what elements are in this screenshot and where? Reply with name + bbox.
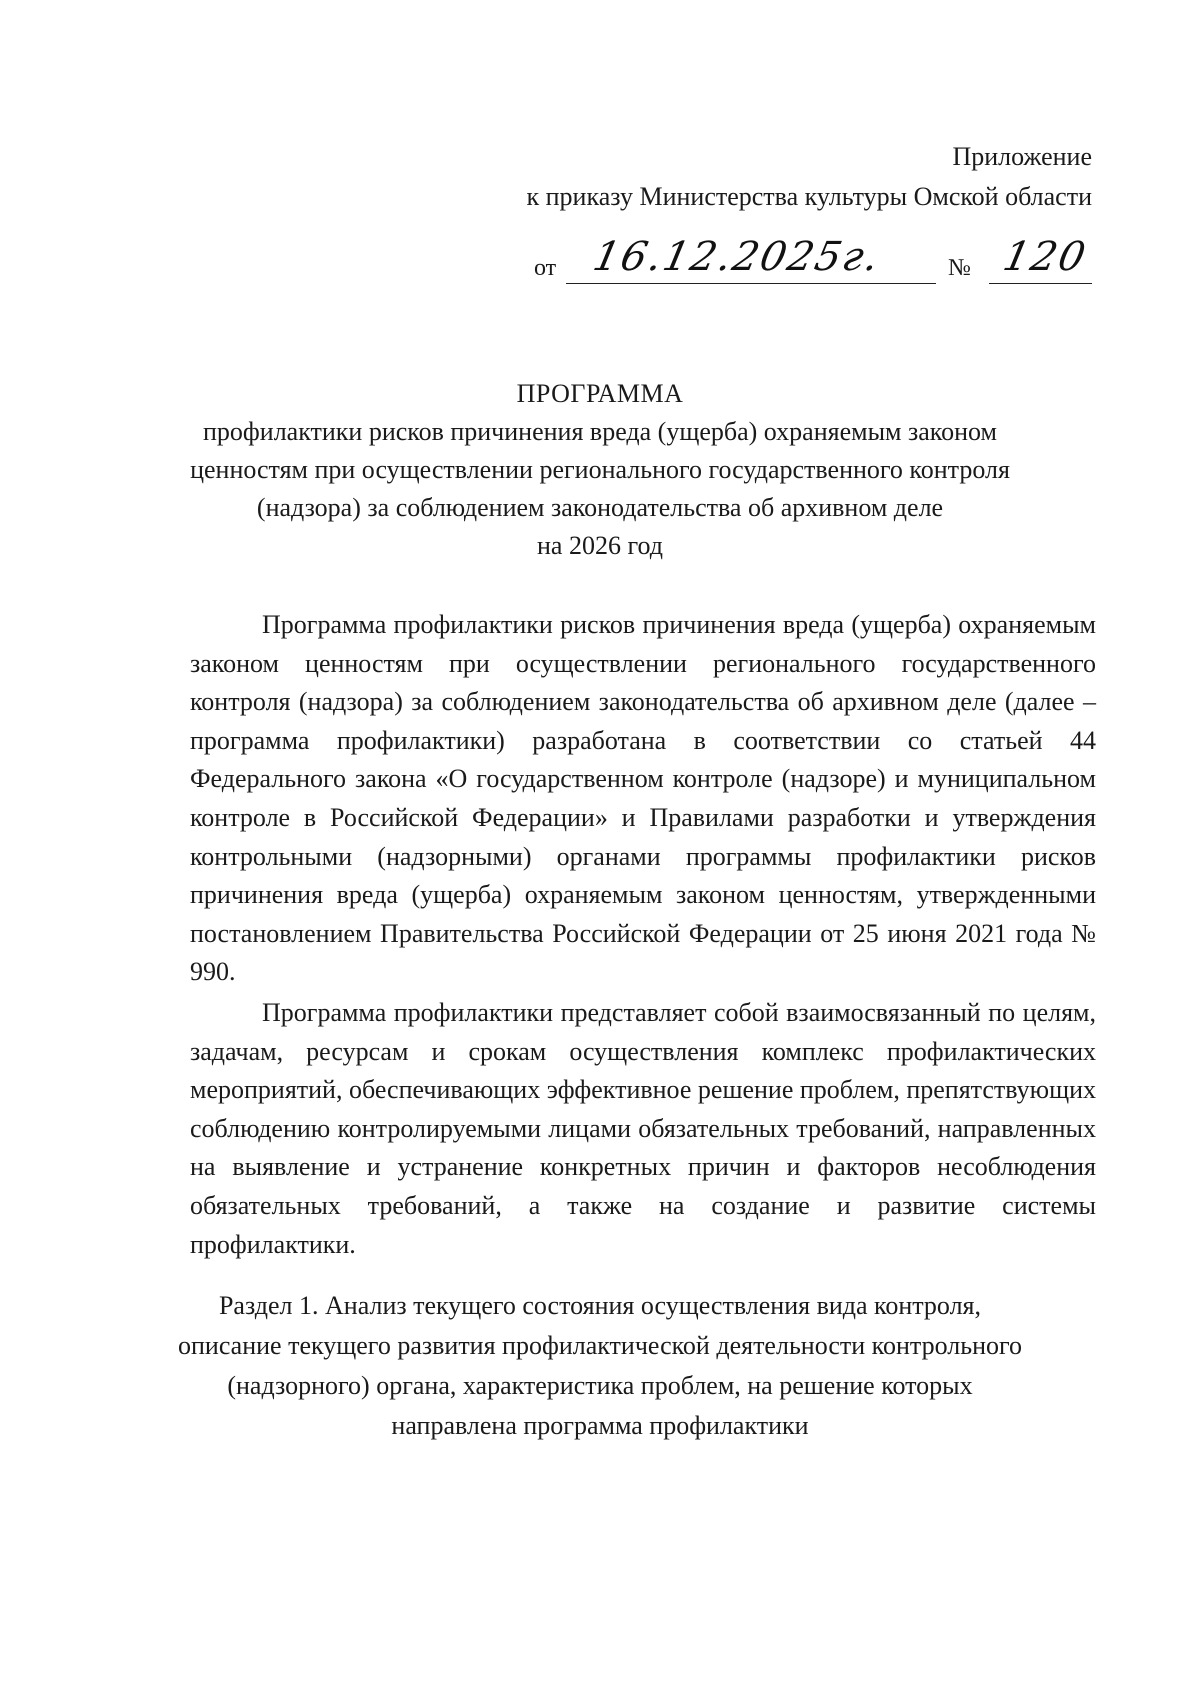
section-heading-line: Раздел 1. Анализ текущего состояния осуществления вида контроля,	[218, 1291, 982, 1320]
section-heading-line: (надзорного) органа, характеристика проблем, на решение которых	[227, 1371, 973, 1400]
title-line: ценностям при осуществлении регионального государственного контроля	[190, 455, 1010, 484]
date-label: от	[534, 255, 557, 281]
number-label: №	[948, 255, 971, 281]
section-heading-line: направлена программа профилактики	[391, 1411, 809, 1440]
title-line: профилактики рисков причинения вреда (ущерба) охраняемым законом	[203, 417, 997, 446]
appendix-label: Приложение	[952, 142, 1092, 171]
title-main: ПРОГРАММА	[516, 379, 684, 408]
order-date-number-line	[524, 234, 1092, 288]
title-line: на 2026 год	[537, 531, 663, 560]
appendix-header	[527, 137, 1093, 217]
section-heading-line: описание текущего развития профилактической деятельности контрольного	[177, 1331, 1023, 1360]
body-paragraph-1	[190, 606, 1096, 992]
program-title	[160, 375, 1040, 565]
title-line: (надзора) за соблюдением законодательства об архивном деле	[256, 493, 944, 522]
paragraph-text: Программа профилактики рисков причинения вреда (ущерба) охраняемым законом ценностям при осуществлении регионального государственного контроля (надзора) за соблюдением законодательства об архивном деле (далее – программа профилактики) разработана в соответствии со статьей 44 Федерального закона «О государственном контроле (надзоре) и муниципальном контроле в Российской Федерации» и Правилами разработки и утверждения контрольными (надзорными) органами программы профилактики рисков причинения вреда (ущерба) охраняемым законом ценностям, утвержденными постановлением Правительства Российской Федерации от 25 июня 2021 года № 990.	[190, 610, 1096, 987]
paragraph-text: Программа профилактики представляет собой взаимосвязанный по целям, задачам, ресурсам и срокам осуществления комплекс профилактических мероприятий, обеспечивающих эффективное решение проблем, препятствующих соблюдению контролируемыми лицами обязательных требований, направленных на выявление и устранение конкретных причин и факторов несоблюдения обязательных требований, а также на создание и развитие системы профилактики.	[190, 998, 1097, 1259]
body-paragraph-2	[190, 994, 1096, 1264]
order-reference: к приказу Министерства культуры Омской области	[526, 182, 1092, 211]
section-1-heading	[160, 1286, 1040, 1446]
handwritten-date: 16.12.2025г.	[589, 234, 885, 280]
handwritten-number: 120	[999, 234, 1092, 280]
